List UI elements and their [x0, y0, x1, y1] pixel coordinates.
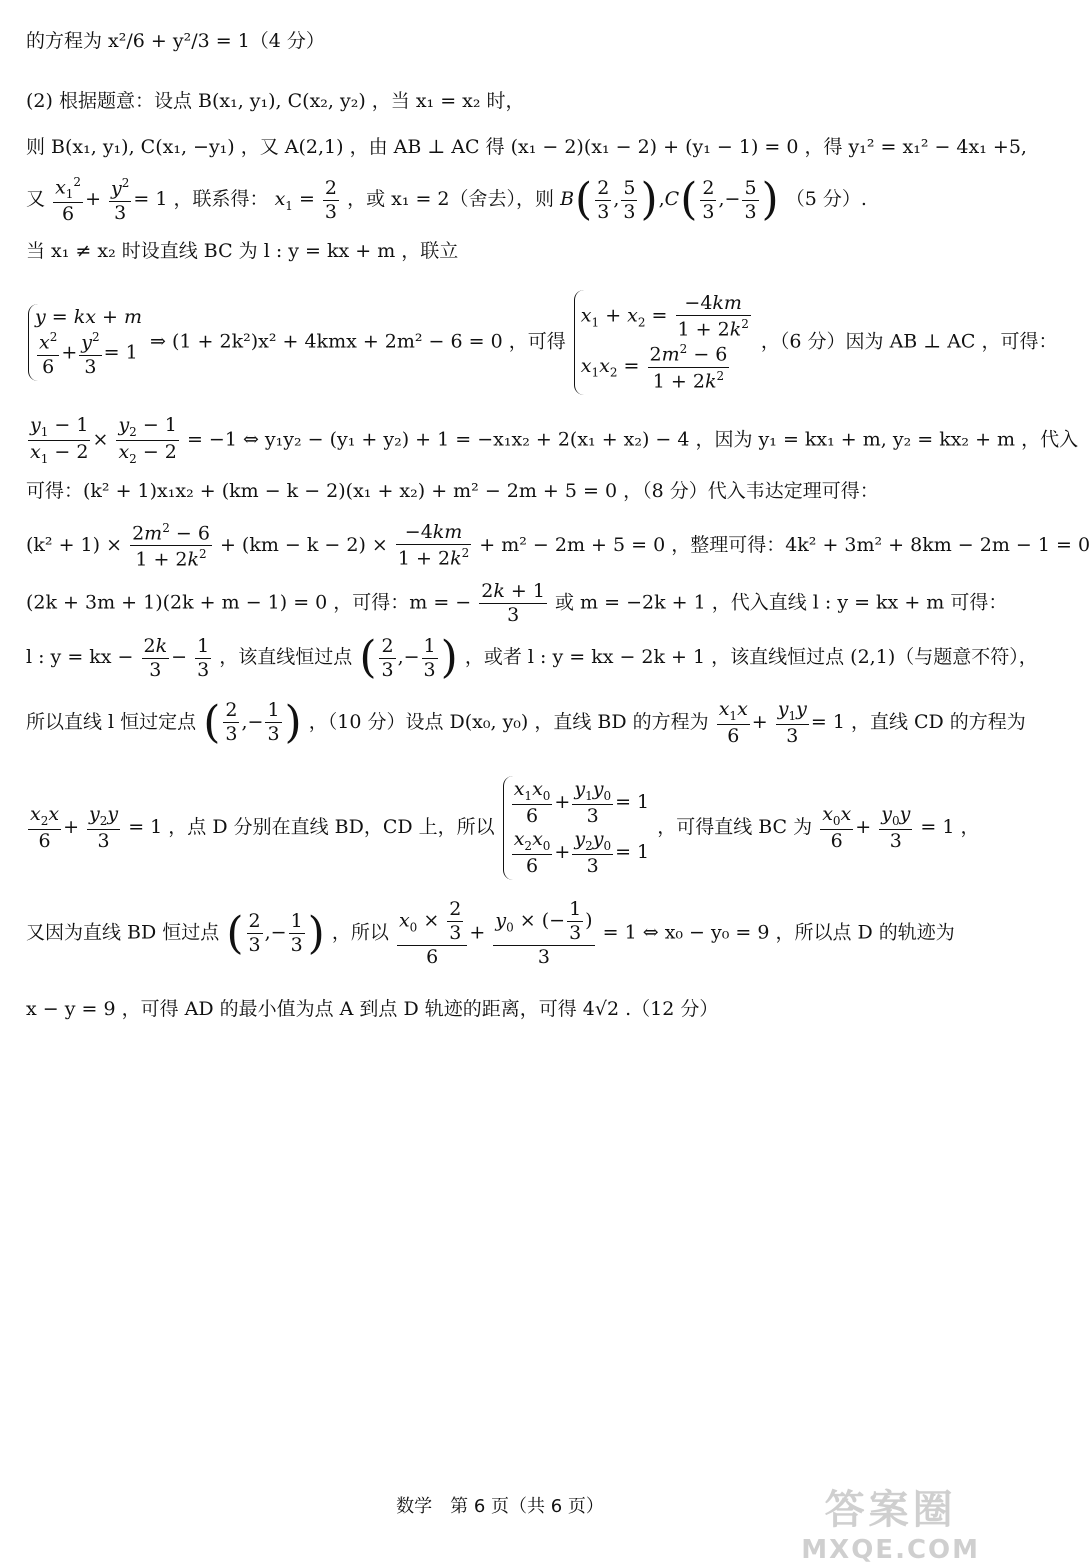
fraction: $\frac{y_1y}{3}$	[777, 698, 807, 747]
text-l11c: ，或者 l : y = kx − 2k + 1 ，该直线恒过点 (2,1)（与题意不符），	[464, 646, 1038, 668]
watermark-bottom: MXQE.COM	[801, 1535, 980, 1565]
text-l10a: (2k + 3m + 1)(2k + m − 1) = 0 ，可得：m = −	[26, 591, 472, 614]
fraction: $\frac{y_2 - 1}{x_2 - 2}$	[118, 414, 177, 466]
line-13: $\frac{x_2x}{6}$ + $\frac{y_2y}{3}$ = 1 ，点 D 分别在直线 BD，CD 上，所以 $\frac{x_1x_0}{6}$ + $\frac{y_1y_0}{3}$ = 1 $\frac{x_2x_0}{6}$ + $\frac{y_2y_0}{3}$ = 1 ，可得直线 BC 为 $\frac{x_0x}{6}$ + $\frac{y_0y}{3}$ = 1 ，	[26, 776, 979, 880]
fraction: $\frac{2k}{3}$	[143, 634, 168, 681]
text-l5: 当 x₁ ≠ x₂ 时设直线 BC 为 l : y = kx + m ，联立	[26, 240, 459, 262]
text-l2: (2) 根据题意：设点 B(x₁, y₁), C(x₂, y₂) ，当 x₁ = x₂ 时，	[26, 90, 525, 112]
fraction: $\frac{x_1^2}{6}$	[55, 175, 82, 226]
text-l3: 则 B(x₁, y₁), C(x₁, −y₁) ，又 A(2,1) ，由 AB ⊥ AC 得 (x₁ − 2)(x₁ − 2) + (y₁ − 1) = 0 ，得 y₁² = x₁² − 4x₁ +5,	[26, 136, 1027, 158]
text-l9a: (k² + 1) ×	[26, 533, 123, 556]
text-l6a: ⇒ (1 + 2k²)x² + 4kmx + 2m² − 6 = 0 ，可得	[150, 330, 566, 353]
text-l1: 的方程为 x²/6 + y²/3 = 1（4 分）	[26, 30, 325, 52]
text-l6b: ，（6 分）因为 AB ⊥ AC ，可得：	[760, 330, 1058, 353]
line-1	[26, 32, 325, 51]
watermark-logo	[801, 1478, 980, 1565]
text-l13a: = 1 ，点 D 分别在直线 BD，CD 上，所以	[128, 815, 495, 838]
text-l10b: 或 m = −2k + 1 ，代入直线 l : y = kx + m 可得：	[555, 591, 1008, 614]
watermark-top: 答案圈	[824, 1487, 957, 1533]
text-l12c: ，直线 CD 的方程为	[850, 710, 1026, 733]
line-2	[26, 92, 525, 111]
fraction: $\frac{2}{3}$	[324, 176, 338, 223]
fraction: $\frac{x_0x}{6}$	[822, 802, 852, 852]
line-7: $\frac{y_1 - 1}{x_1 - 2}$ × $\frac{y_2 - 1}{x_2 - 2}$ = −1 ⇔ y₁y₂ − (y₁ + y₂) + 1 = −x₁x₂ + 2(x₁ + x₂) − 4 ，因为 y₁ = kx₁ + m, y₂ = kx₂ + m ，代入	[30, 414, 1079, 466]
text-l11a: l : y = kx −	[26, 646, 134, 668]
text-l11b: ，该直线恒过点	[219, 646, 353, 668]
fraction: $\frac{y_1 - 1}{x_1 - 2}$	[30, 414, 89, 466]
line-11: l : y = kx − $\frac{2k}{3}$ − $\frac{1}{3}$ ，该直线恒过点 ( $\frac{2}{3}$ ,− $\frac{1}{3}$ ) ，或者 l : y = kx − 2k + 1 ，该直线恒过点 (2,1)（与题意不符），	[26, 632, 1038, 683]
line-12: 所以直线 l 恒过定点 ( $\frac{2}{3}$ ,− $\frac{1}{3}$ ) ，（10 分）设点 D(x₀, y₀) ，直线 BD 的方程为 $\frac{x_1x}{6}$ + $\frac{y_1y}{3}$ = 1 ，直线 CD 的方程为	[26, 696, 1026, 748]
line-10	[26, 582, 1007, 625]
line-3	[26, 138, 1027, 157]
text-l4d: （5 分）.	[785, 188, 867, 211]
fraction: $x_0$ × $\frac{2}{3}$ 6	[397, 900, 467, 967]
text-l14c: = 1 ⇔ x₀ − y₀ = 9 ，所以点 D 的轨迹为	[602, 921, 955, 944]
fraction: $\frac{2k + 1}{3}$	[481, 580, 545, 626]
text-l14b: ，所以	[331, 921, 389, 944]
line-5	[26, 242, 458, 261]
vieta-system: $x_1 + x_2$ = $\frac{-4km}{1 + 2k^2}$ $x_1x_2$ = $\frac{2m^2 - 6}{1 + 2k^2}$	[574, 290, 753, 395]
fraction: $\frac{2m^2 - 6}{1 + 2k^2}$	[132, 521, 210, 571]
fraction: $\frac{y_0y}{3}$	[881, 802, 911, 852]
text-l12b: ，（10 分）设点 D(x₀, y₀) ，直线 BD 的方程为	[308, 710, 709, 733]
equation-system: y = kx + m $\frac{x^2}{6}$ + $\frac{y^2}{3}$ = 1	[28, 304, 142, 380]
text-l4c: ，或 x₁ = 2（舍去），则	[347, 188, 555, 211]
text-l7a: = −1 ⇔ y₁y₂ − (y₁ + y₂) + 1 = −x₁x₂ + 2(x₁ + x₂) − 4 ，因为 y₁ = kx₁ + m, y₂ = kx₂ + m ，代入	[186, 428, 1079, 451]
fraction: $\frac{y^2}{3}$	[111, 176, 130, 224]
line-8	[26, 482, 879, 501]
fraction: $y_0$ × (− $\frac{1}{3}$ ) 3	[495, 898, 593, 968]
fraction: $\frac{1}{3}$	[197, 634, 210, 681]
line-4: 又 $\frac{x_1^2}{6}$ + $\frac{y^2}{3}$ = 1 ，联系得： $x_1$ = $\frac{2}{3}$ ，或 x₁ = 2（舍去），则 B( $\frac{2}{3}$ , $\frac{5}{3}$ ),C( $\frac{2}{3}$ ,− $\frac{5}{3}$ ) （5 分）.	[26, 174, 867, 226]
fraction: $\frac{x_1x}{6}$	[718, 698, 748, 747]
text-l15: x − y = 9 ，可得 AD 的最小值为点 A 到点 D 轨迹的距离，可得 4√2 .（12 分）	[26, 998, 719, 1020]
fraction: $\frac{x_2x}{6}$	[30, 802, 60, 852]
fraction: $\frac{y_2y}{3}$	[89, 802, 119, 852]
text-l9c: + m² − 2m + 5 = 0 ，整理可得：4k² + 3m² + 8km − 2m − 1 = 0	[479, 533, 1090, 556]
line-6	[26, 290, 1058, 395]
equation-system: $\frac{x_1x_0}{6}$ + $\frac{y_1y_0}{3}$ = 1 $\frac{x_2x_0}{6}$ + $\frac{y_2y_0}{3}$ = 1	[503, 776, 649, 880]
line-9	[26, 522, 1090, 570]
line-15	[26, 1000, 718, 1019]
text-l9b: + (km − k − 2) ×	[219, 533, 388, 556]
text-l4b: ，联系得：	[173, 188, 269, 211]
text-l8: 可得：(k² + 1)x₁x₂ + (km − k − 2)(x₁ + x₂) + m² − 2m + 5 = 0 ，（8 分）代入韦达定理可得：	[26, 480, 879, 502]
text-l13b: ，可得直线 BC 为	[657, 815, 813, 838]
text-l4a: 又	[26, 188, 46, 211]
text-l13c: = 1 ，	[920, 815, 980, 838]
page-footer: 数学 第 6 页（共 6 页）	[396, 1496, 604, 1517]
line-14: 又因为直线 BD 恒过点 ( $\frac{2}{3}$ ,− $\frac{1}{3}$ ) ，所以 $x_0$ × $\frac{2}{3}$ 6 + $y_0$ × (− $\frac{1}{3}$ ) 3 = 1 ⇔ x₀ − y₀ = 9 ，所以点 D 的轨迹为	[26, 898, 955, 968]
text-l12a: 所以直线 l 恒过定点	[26, 710, 197, 733]
text-l14a: 又因为直线 BD 恒过点	[26, 921, 220, 944]
fraction: $\frac{-4km}{1 + 2k^2}$	[397, 521, 470, 570]
